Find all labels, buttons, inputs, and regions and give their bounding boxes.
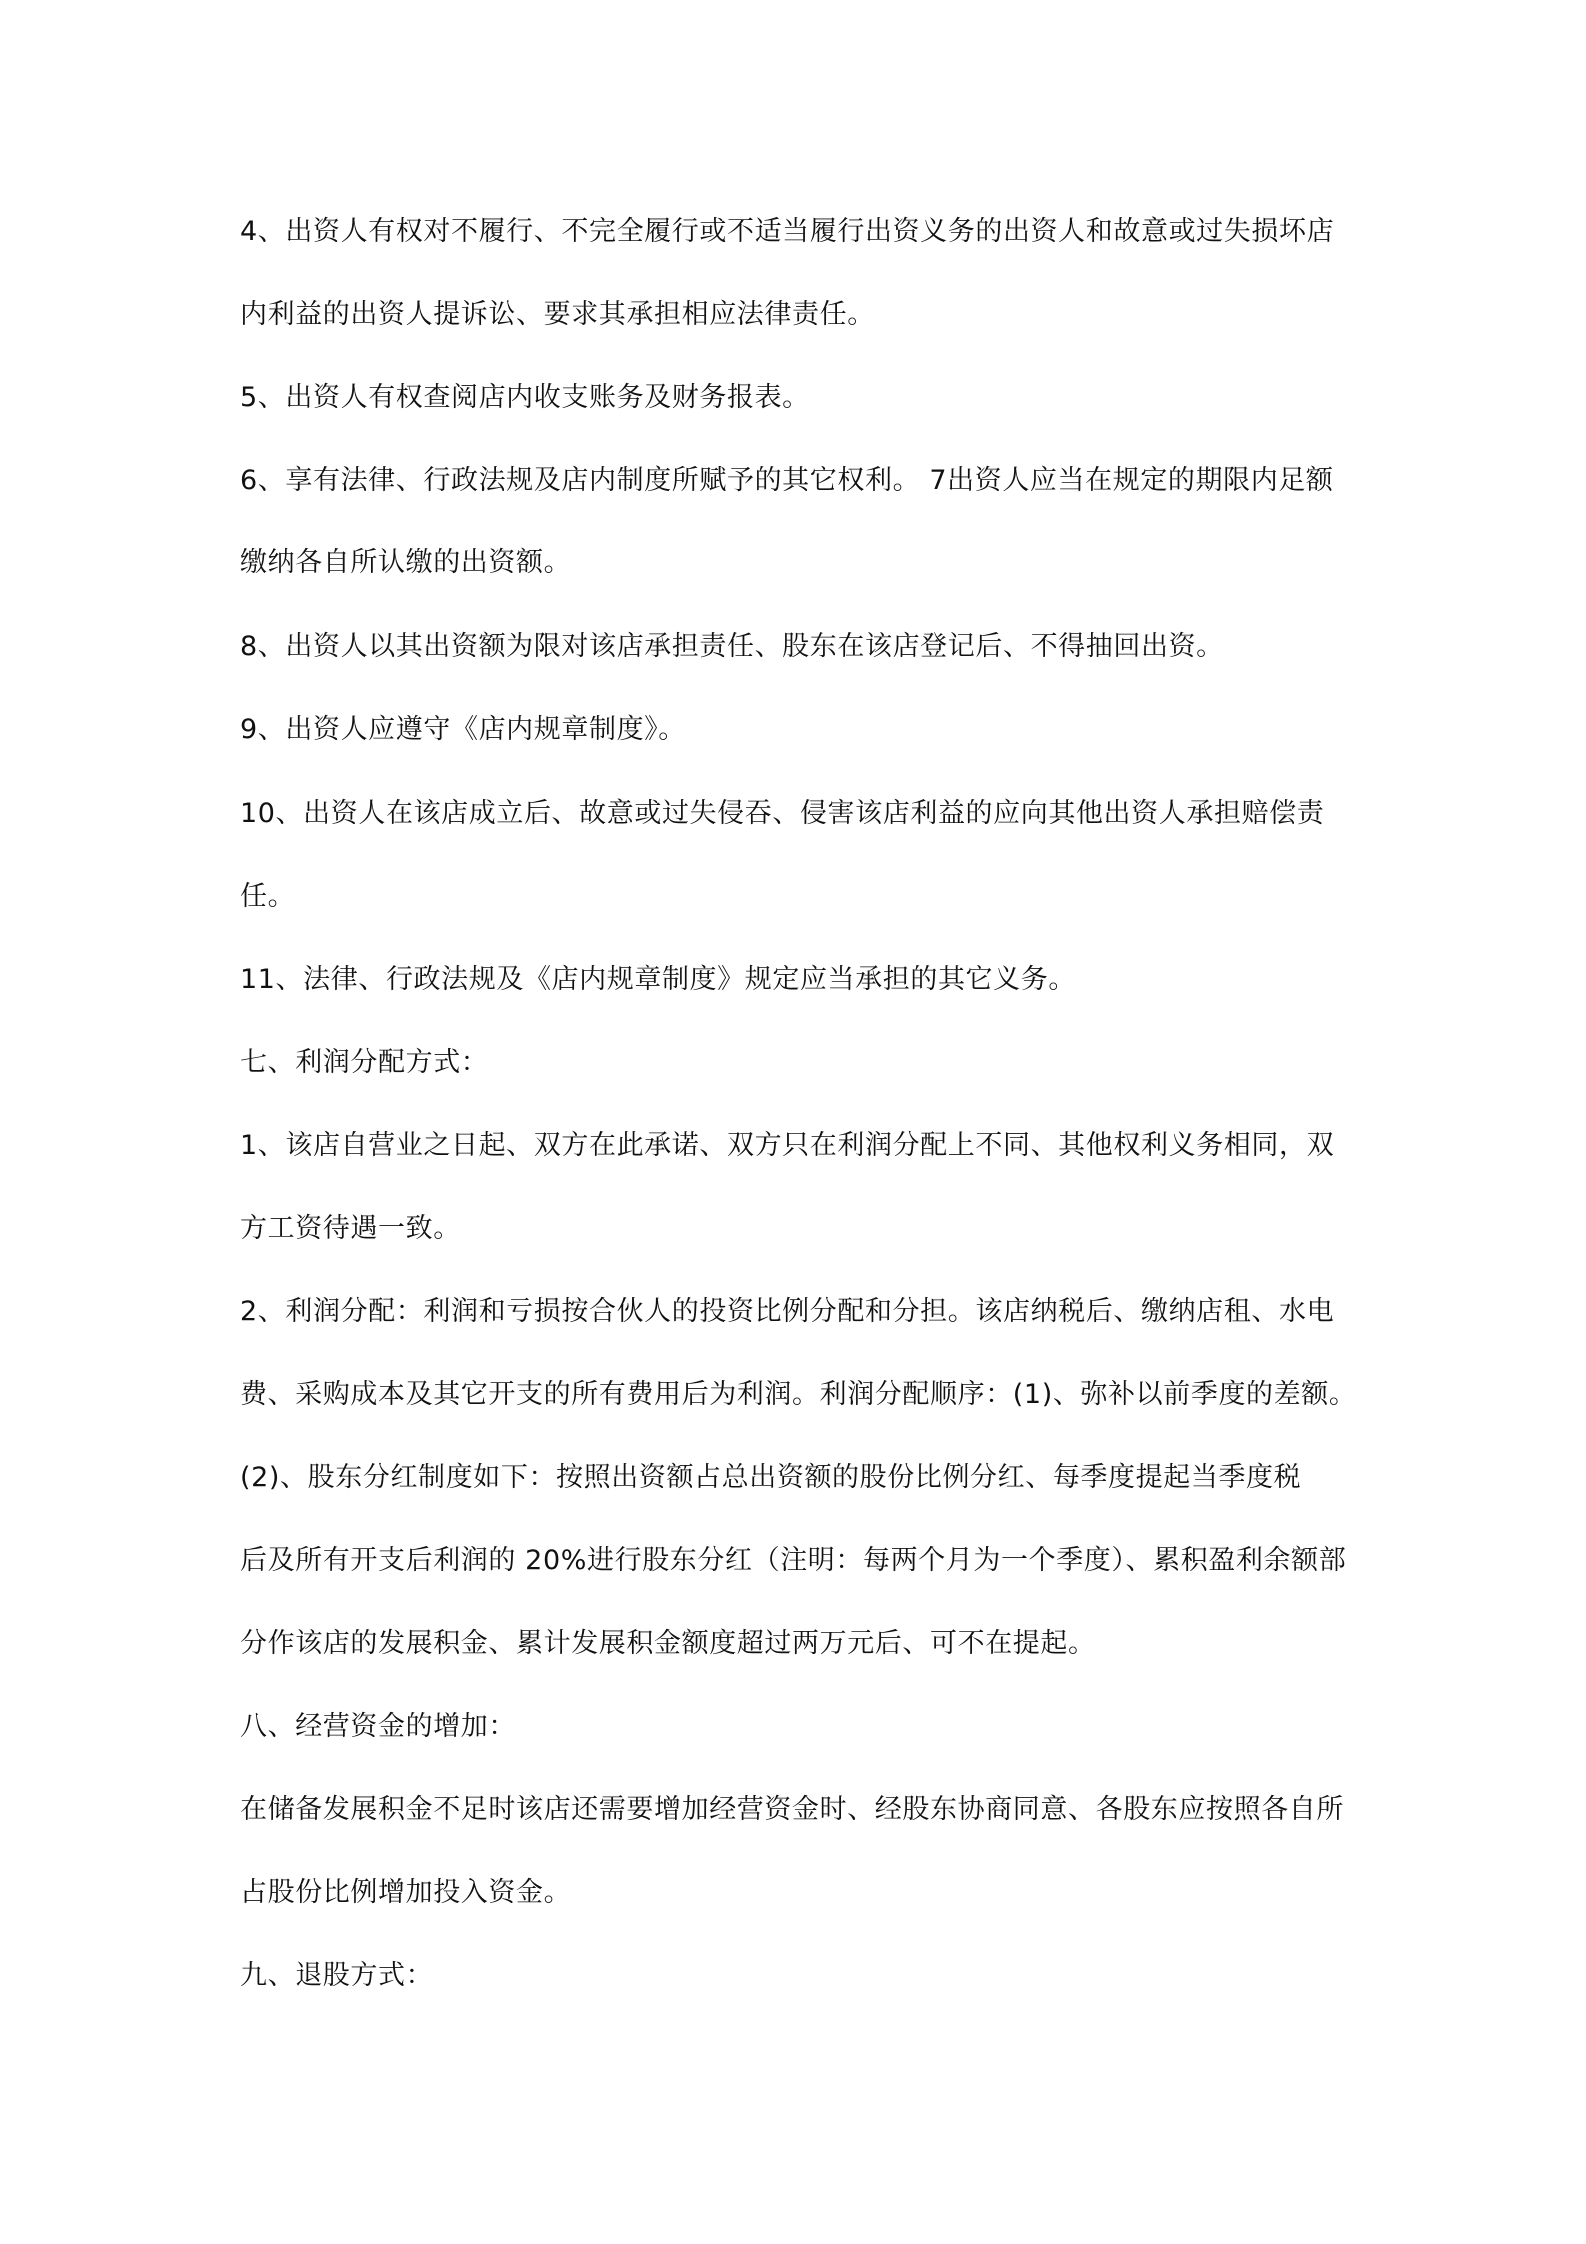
text-line: 1、该店自营业之日起、双方在此承诺、双方只在利润分配上不同、其他权利义务相同，双: [240, 1130, 1335, 1161]
text-line: 5、出资人有权查阅店内收支账务及财务报表。: [240, 382, 810, 413]
text-line: 4、出资人有权对不履行、不完全履行或不适当履行出资义务的出资人和故意或过失损坏店: [240, 216, 1335, 247]
text-line: 费、采购成本及其它开支的所有费用后为利润。利润分配顺序：(1)、弥补以前季度的差额。: [240, 1379, 1357, 1410]
text-line: 任。: [240, 881, 296, 912]
section-heading: 七、利润分配方式：: [240, 1047, 489, 1078]
text-line: 内利益的出资人提诉讼、要求其承担相应法律责任。: [240, 299, 875, 330]
text-line: (2)、股东分红制度如下：按照出资额占总出资额的股份比例分红、每季度提起当季度税: [240, 1462, 1302, 1493]
section-heading: 八、经营资金的增加：: [240, 1711, 516, 1742]
text-line: 在储备发展积金不足时该店还需要增加经营资金时、经股东协商同意、各股东应按照各自所: [240, 1794, 1344, 1825]
text-line: 后及所有开支后利润的 20%进行股东分红（注明：每两个月为一个季度）、累积盈利余额部: [240, 1545, 1347, 1576]
text-line: 缴纳各自所认缴的出资额。: [240, 547, 572, 578]
text-line: 方工资待遇一致。: [240, 1213, 461, 1244]
text-line: 8、出资人以其出资额为限对该店承担责任、股东在该店登记后、不得抽回出资。: [240, 631, 1224, 662]
text-line: 分作该店的发展积金、累计发展积金额度超过两万元后、可不在提起。: [240, 1628, 1096, 1659]
text-line: 2、利润分配：利润和亏损按合伙人的投资比例分配和分担。该店纳税后、缴纳店租、水电: [240, 1296, 1335, 1327]
section-heading: 九、退股方式：: [240, 1960, 434, 1991]
text-line: 10、出资人在该店成立后、故意或过失侵吞、侵害该店利益的应向其他出资人承担赔偿责: [240, 798, 1325, 829]
text-line: 6、享有法律、行政法规及店内制度所赋予的其它权利。 7出资人应当在规定的期限内足额: [240, 465, 1334, 496]
text-line: 9、出资人应遵守《店内规章制度》。: [240, 714, 686, 745]
text-line: 占股份比例增加投入资金。: [240, 1877, 572, 1908]
text-line: 11、法律、行政法规及《店内规章制度》规定应当承担的其它义务。: [240, 964, 1076, 995]
